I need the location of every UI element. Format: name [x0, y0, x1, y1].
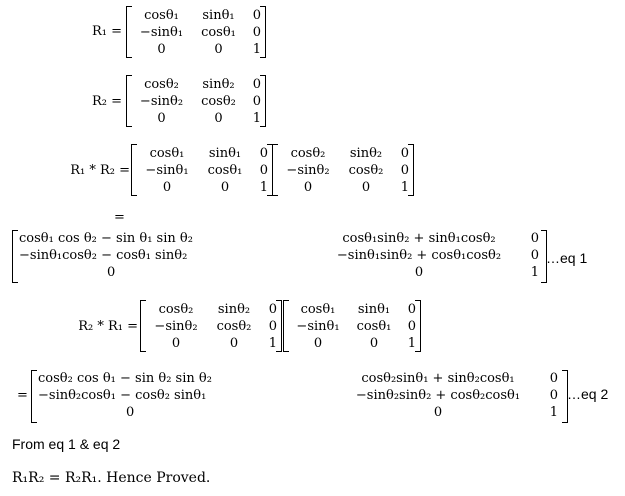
matrix-cell: 0: [549, 388, 558, 403]
matrix-cell: 1: [259, 180, 268, 195]
matrix-cell: 0: [126, 405, 135, 420]
matrix-cell: sinθ₂: [217, 302, 251, 317]
eq2-tag: …eq 2: [567, 386, 609, 402]
matrix-cell: 0: [361, 180, 371, 195]
matrix-cell: −sinθ₂cosθ₁ − cosθ₂ sinθ₁: [38, 388, 207, 403]
matrix-cell: 0: [549, 371, 558, 386]
matrix-cell: 0: [220, 180, 230, 195]
matrix-cell: 0: [530, 248, 539, 263]
matrix-cell: 0: [400, 146, 409, 161]
r1-matrix-factor: [131, 144, 273, 196]
matrix-cell: −sinθ₁sinθ₂ + cosθ₁cosθ₂: [336, 248, 502, 263]
matrix-cell: 0: [369, 336, 379, 351]
matrix-cell: cosθ₂: [158, 302, 194, 317]
matrix-cell: 0: [229, 336, 239, 351]
matrix-cell: sinθ₁: [202, 8, 235, 23]
matrix-cell: 1: [407, 336, 416, 351]
matrix-cell: cosθ₁: [149, 146, 185, 161]
matrix-cell: −sinθ₁: [296, 319, 340, 334]
matrix-cell: 1: [549, 405, 558, 420]
matrix-cell: cosθ₂ cos θ₁ − sin θ₂ sin θ₂: [38, 371, 212, 386]
matrix-cell: 0: [400, 163, 409, 178]
product-matrix-1: [12, 230, 547, 283]
matrix-cell: 0: [414, 265, 424, 280]
eq1-tag: …eq 1: [546, 250, 588, 266]
matrix-cell: 1: [252, 111, 261, 126]
matrix-cell: cosθ₁: [207, 163, 243, 178]
matrix-cell: cosθ₂: [144, 77, 179, 92]
matrix-cell: 1: [268, 336, 277, 351]
matrix-cell: cosθ₂: [201, 94, 236, 109]
matrix-cell: 0: [407, 302, 416, 317]
matrix-cell: 0: [157, 111, 166, 126]
matrix-cell: −sinθ₁: [139, 25, 184, 40]
matrix-cell: 0: [214, 42, 223, 57]
r2-label: R₂ =: [91, 94, 122, 109]
matrix-cell: cosθ₁sinθ₂ + sinθ₁cosθ₂: [342, 231, 496, 246]
matrix-cell: 0: [157, 42, 166, 57]
matrix-cell: cosθ₁: [356, 319, 392, 334]
matrix-cell: 0: [303, 180, 313, 195]
r1-label: R₁ =: [91, 24, 122, 39]
matrix-cell: cosθ₁: [201, 25, 236, 40]
matrix-cell: cosθ₁ cos θ₂ − sin θ₁ sin θ₂: [19, 231, 193, 246]
matrix-cell: 0: [162, 180, 172, 195]
matrix-cell: sinθ₂: [202, 77, 235, 92]
matrix-cell: −sinθ₁: [145, 163, 189, 178]
r2-times-r1-label: R₂ * R₁ =: [78, 319, 138, 334]
matrix-cell: 0: [171, 336, 181, 351]
matrix-cell: cosθ₂: [348, 163, 384, 178]
equals-sign-2: =: [17, 388, 28, 403]
matrix-cell: cosθ₁: [300, 302, 336, 317]
r2-matrix: [126, 75, 266, 127]
matrix-cell: 0: [268, 319, 277, 334]
product-matrix-2: [31, 370, 568, 423]
matrix-cell: 1: [400, 180, 409, 195]
matrix-cell: sinθ₁: [208, 146, 242, 161]
matrix-cell: 0: [259, 146, 268, 161]
matrix-cell: 0: [407, 319, 416, 334]
r1-times-r2-label: R₁ * R₂ =: [70, 163, 130, 178]
matrix-cell: −sinθ₂: [139, 94, 184, 109]
matrix-cell: cosθ₂: [290, 146, 326, 161]
matrix-cell: −sinθ₂: [286, 163, 330, 178]
matrix-cell: −sinθ₁cosθ₂ − cosθ₁ sinθ₂: [19, 248, 188, 263]
r2-matrix-factor-2: [140, 300, 282, 352]
equals-sign-1: =: [114, 210, 125, 225]
matrix-cell: 0: [268, 302, 277, 317]
matrix-cell: 1: [252, 42, 261, 57]
matrix-cell: cosθ₂: [216, 319, 252, 334]
r2-matrix-factor: [272, 144, 414, 196]
matrix-cell: 0: [252, 77, 261, 92]
matrix-cell: 0: [252, 25, 261, 40]
matrix-cell: 0: [259, 163, 268, 178]
matrix-cell: 0: [214, 111, 223, 126]
matrix-cell: sinθ₂: [349, 146, 383, 161]
matrix-cell: 0: [313, 336, 323, 351]
matrix-cell: 0: [252, 94, 261, 109]
matrix-cell: −sinθ₂sinθ₂ + cosθ₂cosθ₁: [355, 388, 521, 403]
matrix-cell: −sinθ₂: [154, 319, 198, 334]
matrix-cell: cosθ₂sinθ₁ + sinθ₂cosθ₁: [361, 371, 515, 386]
matrix-cell: 1: [530, 265, 539, 280]
matrix-cell: 0: [530, 231, 539, 246]
matrix-cell: 0: [107, 265, 116, 280]
matrix-cell: 0: [433, 405, 443, 420]
r1-matrix: [126, 6, 266, 58]
matrix-cell: 0: [252, 8, 261, 23]
r1-matrix-factor-2: [283, 300, 421, 352]
matrix-cell: cosθ₁: [144, 8, 179, 23]
conclusion-text: R₁R₂ = R₂R₁. Hence Proved.: [12, 470, 211, 486]
from-eq-text: From eq 1 & eq 2: [12, 436, 121, 452]
matrix-cell: sinθ₁: [357, 302, 391, 317]
